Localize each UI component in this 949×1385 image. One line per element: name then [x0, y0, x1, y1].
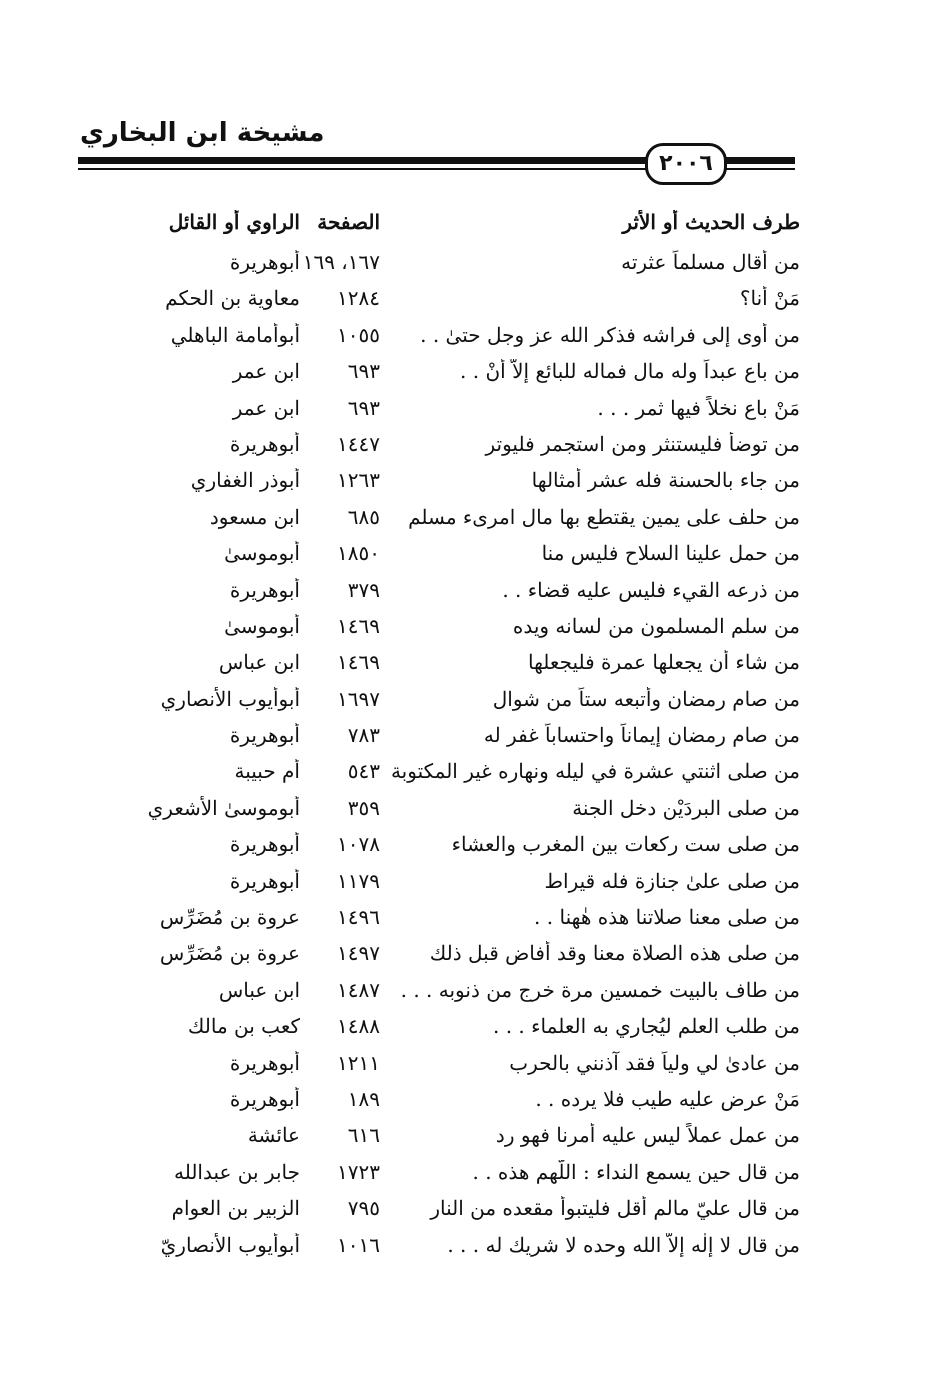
narrator-name: أبوهريرة — [229, 431, 300, 456]
table-row — [60, 250, 800, 286]
page-ref: ١٤٨٨ — [337, 1014, 380, 1039]
hadith-text: من باع عبداً وله مال فماله للبائع إلاَّ أنْ . . — [460, 359, 800, 384]
table-row — [60, 941, 800, 977]
hadith-text: من أقال مسلماً عثرته — [621, 250, 800, 274]
hadith-text: من صام رمضان وأتبعه ستاً من شوال — [492, 686, 800, 711]
narrator-name: أبوموسىٰ — [224, 541, 300, 566]
table-row — [60, 578, 800, 614]
table-row — [60, 832, 800, 868]
hadith-text: من صلى هذه الصلاة معنا وقد أفاض قبل ذلك — [429, 941, 800, 966]
page-ref: ١٦٩٧ — [337, 686, 380, 711]
page-ref: ٣٧٩ — [347, 577, 380, 602]
hadith-text: من حلف على يمين يقتطع بها مال امرىء مسلم — [408, 504, 800, 529]
narrator-name: عروة بن مُضَرِّس — [159, 941, 300, 966]
page-ref: ١٠٥٥ — [337, 322, 380, 347]
narrator-name: أبوهريرة — [229, 832, 300, 857]
narrator-name: أبوهريرة — [229, 250, 300, 274]
narrator-name: عروة بن مُضَرِّس — [159, 905, 300, 930]
narrator-name: أبوأمامة الباهلي — [170, 322, 300, 347]
table-row — [60, 432, 800, 468]
hadith-text: من سلم المسلمون من لسانه ويده — [512, 613, 800, 638]
hadith-text: من صلى علىٰ جنازة فله قيراط — [544, 868, 800, 893]
table-row — [60, 286, 800, 322]
narrator-name: أبوهريرة — [229, 1050, 300, 1075]
narrator-name: ابن عمر — [232, 359, 300, 384]
narrator-name: معاوية بن الحكم — [165, 286, 300, 311]
hadith-text: من صلى ست ركعات بين المغرب والعشاء — [451, 832, 800, 857]
page-ref: ١٤٨٧ — [337, 977, 380, 1002]
hadith-text: من صلى البردَيْن دخل الجنة — [572, 795, 800, 820]
narrator-name: أبوهريرة — [229, 723, 300, 748]
page-ref: ١٨٩ — [347, 1086, 380, 1111]
table-row — [60, 869, 800, 905]
page-ref: ١٤٩٧ — [337, 941, 380, 966]
narrator-name: ابن عباس — [218, 650, 300, 675]
page-ref: ١٢١١ — [337, 1050, 380, 1075]
hadith-text: من صلى اثنتي عشرة في ليله ونهاره غير المكتوبة — [390, 759, 800, 784]
hadith-text: من جاء بالحسنة فله عشر أمثالها — [531, 468, 800, 493]
hadith-text: من طاف بالبيت خمسين مرة خرج من ذنوبه . . . — [400, 977, 800, 1002]
page-ref: ١٤٦٩ — [337, 613, 380, 638]
narrator-name: كعب بن مالك — [187, 1014, 300, 1039]
page-ref: ٦٩٣ — [347, 395, 380, 420]
table-row — [60, 1051, 800, 1087]
table-row — [60, 1160, 800, 1196]
narrator-name: أبوهريرة — [229, 1086, 300, 1111]
narrator-name: جابر بن عبدالله — [173, 1159, 300, 1184]
page-ref: ١٢٨٤ — [337, 286, 380, 311]
narrator-name: أبوموسىٰ — [224, 613, 300, 638]
table-row — [60, 650, 800, 686]
table-row — [60, 1233, 800, 1269]
hadith-text: من توضأ فليستنثر ومن استجمر فليوتر — [485, 431, 800, 456]
page-ref: ٣٥٩ — [347, 795, 380, 820]
table-row — [60, 1123, 800, 1159]
narrator-name: أبوهريرة — [229, 577, 300, 602]
hadith-text: من صلى معنا صلاتنا هذه هٰهنا . . — [534, 905, 800, 930]
narrator-name: أبوموسىٰ الأشعري — [147, 795, 300, 820]
hadith-text: من صام رمضان إيماناً واحتساباً غفر له — [483, 723, 800, 748]
table-row — [60, 1196, 800, 1232]
hadith-text: من قال عليّ مالم أقل فليتبوأ مقعده من النار — [430, 1196, 800, 1221]
table-row — [60, 323, 800, 359]
book-title: مشيخة ابن البخاري — [80, 118, 325, 148]
page-ref: ٧٨٣ — [347, 723, 380, 748]
page-ref: ٦٨٥ — [347, 504, 380, 529]
page-ref: ١١٧٩ — [337, 868, 380, 893]
narrator-name: ابن مسعود — [209, 504, 300, 529]
page-ref: ٧٩٥ — [347, 1196, 380, 1221]
page-ref: ٥٤٣ — [347, 759, 380, 784]
table-row — [60, 759, 800, 795]
hadith-text: من قال حين يسمع النداء : اللّهم هذه . . — [472, 1159, 800, 1184]
table-row — [60, 796, 800, 832]
page-ref: ١٢٦٣ — [337, 468, 380, 493]
table-body — [60, 250, 800, 1269]
narrator-name: أبوأيوب الأنصاريّ — [160, 1232, 300, 1257]
hadith-text: من أوى إلى فراشه فذكر الله عز وجل حتىٰ . . — [420, 322, 800, 347]
table-row — [60, 1087, 800, 1123]
hadith-text: من شاء أن يجعلها عمرة فليجعلها — [527, 650, 800, 675]
hadith-text: مَنْ باع نخلاً فيها ثمر . . . — [597, 395, 800, 420]
narrator-name: أبوهريرة — [229, 868, 300, 893]
hadith-text: من عمل عملاً ليس عليه أمرنا فهو رد — [495, 1123, 800, 1148]
table-row — [60, 1014, 800, 1050]
page-ref: ١٤٦٩ — [337, 650, 380, 675]
narrator-name: ابن عمر — [232, 395, 300, 420]
page-ref: ١٤٩٦ — [337, 905, 380, 930]
column-header-text: طرف الحديث أو الأثر — [622, 210, 800, 234]
table-row — [60, 687, 800, 723]
hadith-text: مَنْ عرض عليه طيب فلا يرده . . — [535, 1086, 800, 1111]
page-ref: ١٤٤٧ — [337, 431, 380, 456]
page-ref: ١٦٧، ١٦٩ — [302, 250, 380, 274]
table-header — [60, 210, 800, 250]
hadith-text: من طلب العلم ليُجاري به العلماء . . . — [493, 1014, 800, 1039]
narrator-name: أبوذر الغفاري — [190, 468, 300, 493]
narrator-name: عائشة — [247, 1123, 300, 1148]
hadith-text: من حمل علينا السلاح فليس منا — [541, 541, 800, 566]
table-row — [60, 723, 800, 759]
index-table — [60, 210, 800, 1269]
page-ref: ١٨٥٠ — [337, 541, 380, 566]
page-number: ٢٠٠٦ — [645, 143, 727, 185]
table-row — [60, 505, 800, 541]
column-header-page: الصفحة — [317, 210, 380, 234]
table-row — [60, 614, 800, 650]
table-row — [60, 468, 800, 504]
page-ref: ١٧٢٣ — [337, 1159, 380, 1184]
column-header-narrator: الراوي أو القائل — [168, 210, 300, 234]
narrator-name: الزبير بن العوام — [171, 1196, 300, 1221]
table-row — [60, 541, 800, 577]
hadith-text: من قال لا إلٰه إلاّ الله وحده لا شريك له . . . — [447, 1232, 800, 1257]
table-row — [60, 396, 800, 432]
page-ref: ١٠١٦ — [337, 1232, 380, 1257]
table-row — [60, 905, 800, 941]
page-ref: ٦٩٣ — [347, 359, 380, 384]
hadith-text: مَنْ أنا؟ — [739, 286, 800, 311]
narrator-name: ابن عباس — [218, 977, 300, 1002]
hadith-text: من عادىٰ لي ولياً فقد آذنني بالحرب — [509, 1050, 800, 1075]
page-ref: ١٠٧٨ — [337, 832, 380, 857]
narrator-name: أبوأيوب الأنصاري — [160, 686, 300, 711]
table-row — [60, 359, 800, 395]
hadith-text: من ذرعه القيء فليس عليه قضاء . . — [502, 577, 800, 602]
page-ref: ٦١٦ — [347, 1123, 380, 1148]
narrator-name: أم حبيبة — [234, 759, 300, 784]
table-row — [60, 978, 800, 1014]
